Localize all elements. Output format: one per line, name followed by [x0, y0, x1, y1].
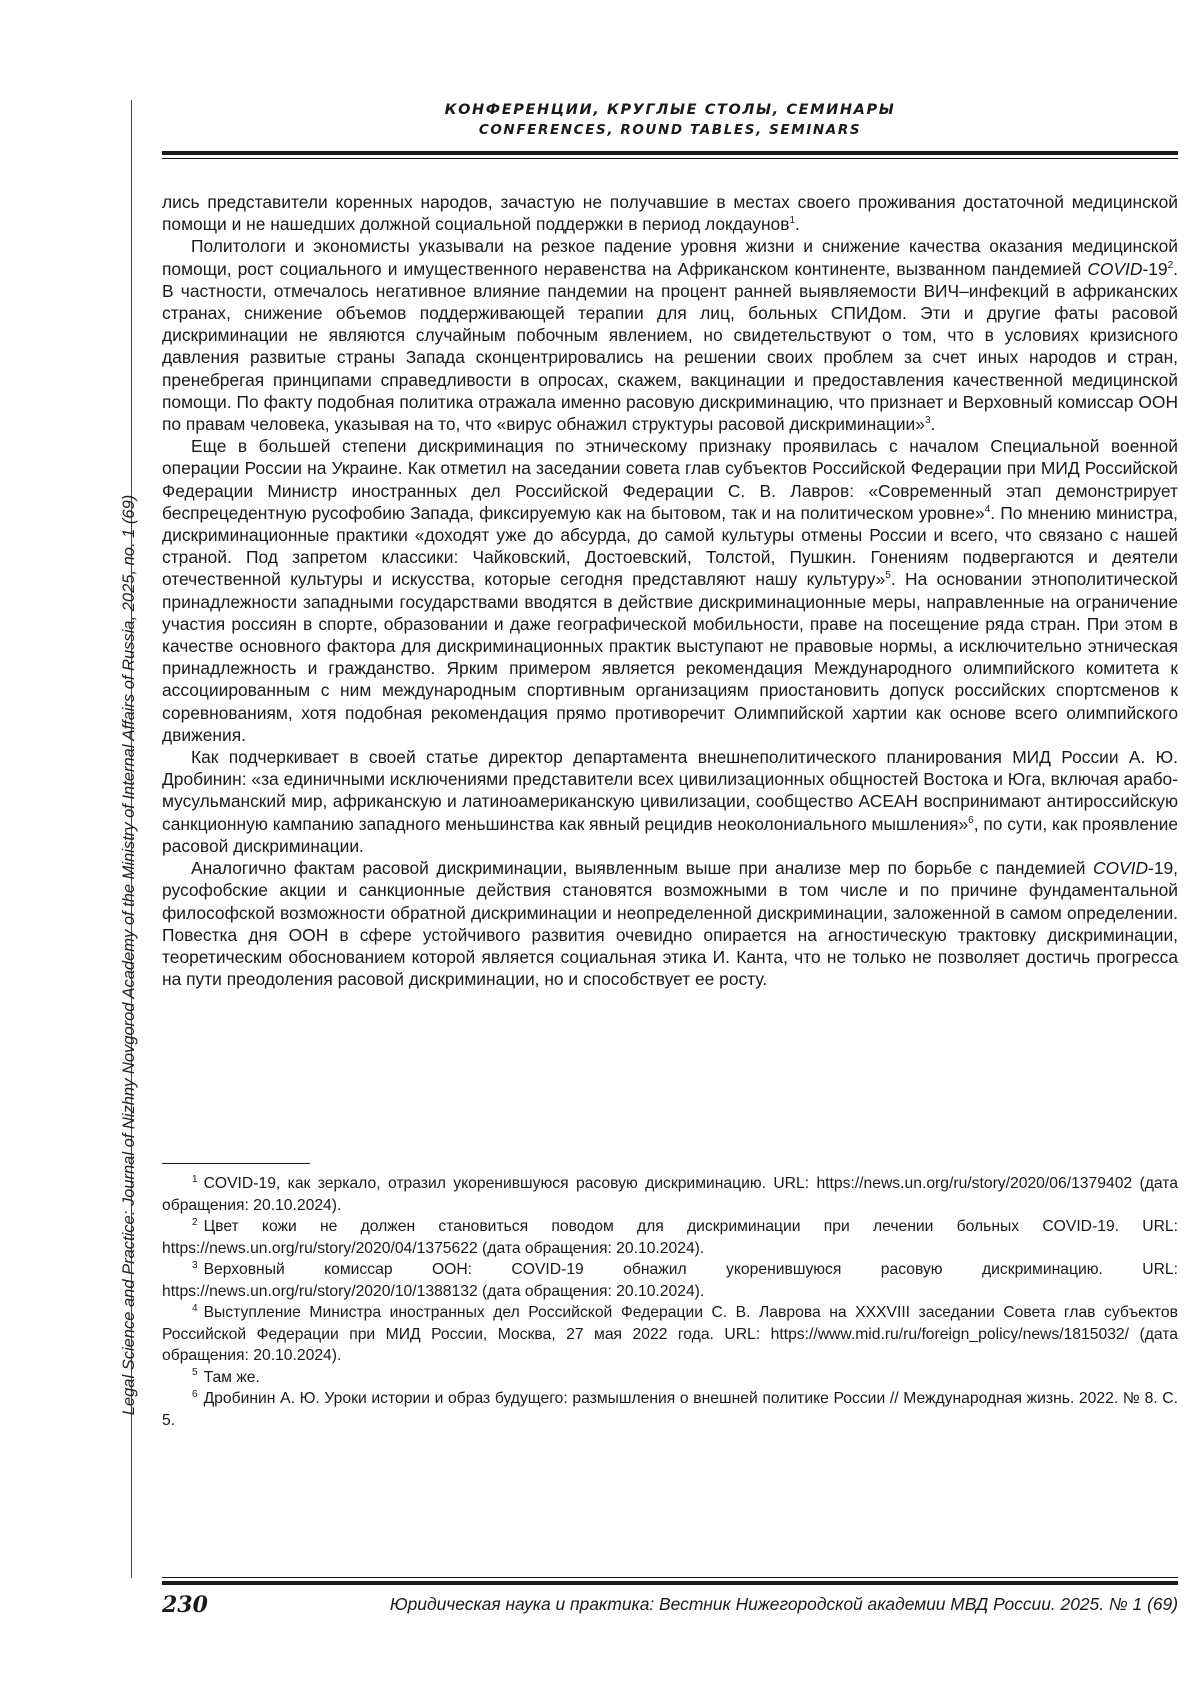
footnote-4: $^4$ Выступление Министра иностранных дел Российской Федерации С. В. Лаврова на XXXVIII заседании Совета глав субъектов Российской Федерации при МИД России, Москва, 27 мая 2022 года. URL: https://www.mid.ru/ru/foreign_policy/news/1815032/ (дата обращения: 20.10.2024). — [162, 1302, 1178, 1364]
running-head-ru: КОНФЕРЕНЦИИ, КРУГЛЫЕ СТОЛЫ, СЕМИНАРЫ — [444, 102, 896, 118]
footnote-ref: 4 — [984, 504, 991, 516]
header-rule-thick — [162, 151, 1178, 155]
footer-rule-thin — [162, 1577, 1178, 1578]
header-rule-thin — [162, 158, 1178, 159]
running-head-en: CONFERENCES, ROUND TABLES, SEMINARS — [478, 122, 862, 138]
footnote-ref: 5 — [885, 570, 891, 582]
paragraph-5: Аналогично фактам расовой дискриминации, выявленным выше при анализе мер по борьбе с пандемией COVID-19, русофобские акции и санкционные действия становятся возможными в том числе и по причине фундаментальной философской возможности обратной дискриминации и неопределенной дискриминации, заложенной в самом определении. Повестка дня ООН в сфере устойчивого развития очевидно опирается на агностическую трактовку дискриминации, теоретическим обоснованием которой является социальная этика И. Канта, что не только не позволяет достичь прогресса на пути преодоления расовой дискриминации, но и способствует ее росту. — [162, 858, 1178, 990]
paragraph-4: Как подчеркивает в своей статье директор департамента внешнеполитического планирования МИД России А. Ю. Дробинин: «за единичными исключениями представители всех цивилизационных общностей Востока и Юга, включая арабо-мусульманский мир, африканскую и латиноамериканскую цивилизации, сообщество АСЕАН воспринимают антироссийскую санкционную кампанию западного меньшинства как явный рецидив неоколониального мышления»$^6$, по сути, как проявление расовой дискриминации. — [162, 747, 1179, 856]
running-head — [162, 100, 1178, 140]
journal-side-title: Legal Science and Practice: Journal of Nizhny Novgorod Academy of the Ministry of Internal Affairs of Russia, 2025, no. 1 (69) — [120, 494, 138, 1416]
footnote-5: $^5$ Там же. — [192, 1367, 260, 1386]
paragraph-2: Политологи и экономисты указывали на резкое падение уровня жизни и снижение качества оказания медицинской помощи, рост социального и имущественного неравенства на Африканском континенте, вызванном пандемией COVID-$19^2$. В частности, отмечалось негативное влияние пандемии на процент ранней выявляемости ВИЧ–инфекций в африканских странах, снижение объемов поддерживающей терапии для лиц, больных СПИДом. Эти и другие фаты расовой дискриминации не являются случайным побочным явлением, но свидетельствуют о том, что в условиях кризисного давления развитые страны Запада сконцентрировались на решении своих проблем за счет иных народов и стран, пренебрегая принципами справедливости в опросах, скажем, вакцинации и предоставления качественной медицинской помощи. По факту подобная политика отражала именно расовую дискриминацию, что признает и Верховный комиссар ООН по правам человека, указывая на то, что «вирус обнажил структуры расовой дискриминации»$^3$. — [162, 236, 1178, 435]
footnote-3: $^3$ Верховный комиссар ООН: COVID-19 обнажил укоренившуюся расовую дискриминацию. URL: https://news.un.org/ru/story/2020/10/1388132 (дата обращения: 20.10.2024). — [162, 1259, 1178, 1300]
footer-rule-thick — [162, 1581, 1178, 1585]
footnote-1: $^1$ COVID-19, как зеркало, отразил укоренившуюся расовую дискриминацию. URL: https://news.un.org/ru/story/2020/06/1379402 (дата обращения: 20.10.2024). — [162, 1173, 1178, 1214]
footnote-ref: 2 — [1167, 259, 1174, 271]
article-body — [162, 191, 1178, 990]
page-number: 230 — [162, 1592, 208, 1618]
paragraph-1: лись представители коренных народов, зачастую не получавшие в местах своего проживания достаточной медицинской помощи и не нашедших должной социальной поддержки в период локдаунов$^1$. — [162, 192, 1178, 235]
footnote-ref: 1 — [789, 215, 796, 227]
footnote-ref: 3 — [924, 415, 931, 427]
footnote-6: $^6$ Дробинин А. Ю. Уроки истории и образ будущего: размышления о внешней политике России // Международная жизнь. 2022. № 8. С. 5. — [162, 1388, 1178, 1429]
footnote-2: $^2$ Цвет кожи не должен становиться поводом для дискриминации при лечении больных COVID-19. URL: https://news.un.org/ru/story/2020/04/1375622 (дата обращения: 20.10.2024). — [162, 1216, 1178, 1257]
footnote-separator — [162, 1163, 310, 1164]
footnote-ref: 6 — [968, 814, 974, 826]
paragraph-3: Еще в большей степени дискриминация по этническому признаку проявилась с началом Специальной военной операции России на Украине. Как отметил на заседании совета глав субъектов Российской Федерации при МИД Российской Федерации Министр иностранных дел Российской Федерации С. В. Лавров: «Современный этап демонстрирует беспрецедентную русофобию Запада, фиксируемую как на бытовом, так и на политическом уровне»$^4$. По мнению министра, дискриминационные практики «доходят уже до абсурда, до самой культуры отмены России и всего, что связано с нашей страной. Под запретом классики: Чайковский, Достоевский, Толстой, Пушкин. Гонениям подвергаются и деятели отечественной культуры и искусства, которые сегодня представляют нашу культуру»$^5$. На основании этнополитической принадлежности западными государствами вводятся в действие дискриминационные меры, направленные на ограничение участия россиян в спорте, образовании и даже географической мобильности, праве на посещение ряда стран. При этом в качестве основного фактора для дискриминационных практик выступают не правовые нормы, а исключительно этническая принадлежность и гражданство. Ярким примером является рекомендация Международного олимпийского комитета к ассоциированным с ним международным спортивным организациям приостановить допуск российских спортсменов к соревнованиям, хотя подобная рекомендация прямо противоречит Олимпийской хартии как основе всего олимпийского движения. — [162, 436, 1178, 745]
journal-footer-title: Юридическая наука и практика: Вестник Нижегородской академии МВД России. 2025. № 1 (69) — [389, 1594, 1178, 1614]
footnotes — [162, 1173, 1178, 1431]
